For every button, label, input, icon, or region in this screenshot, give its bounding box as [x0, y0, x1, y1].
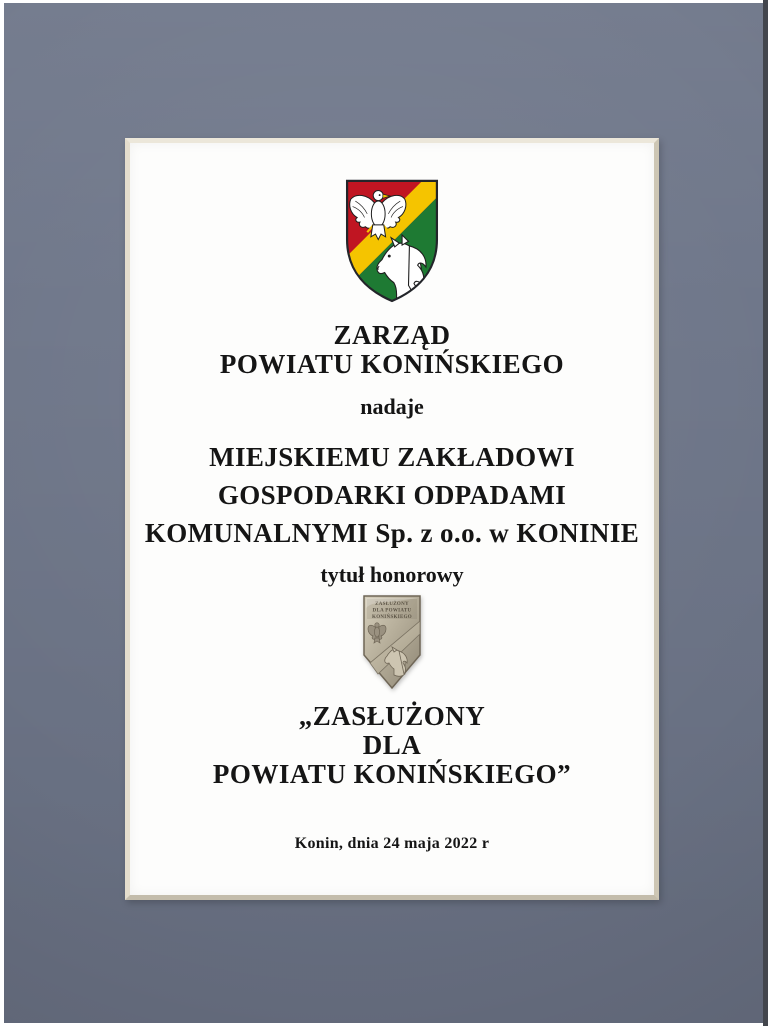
badge-text-line2: DLA POWIATU: [372, 608, 412, 614]
issuer-line1: ZARZĄD: [333, 320, 451, 350]
recipient-line2: GOSPODARKI ODPADAMI: [217, 480, 567, 510]
date-place-line: Konin, dnia 24 maja 2022 r: [294, 835, 490, 852]
honorary-title: [213, 702, 571, 789]
coat-of-arms-icon: [337, 173, 447, 307]
recipient-line3: KOMUNALNYMI Sp. z o.o. w KONINIE: [144, 518, 640, 548]
scan-edge-artifact: [763, 0, 768, 1026]
issuer-name: [220, 321, 564, 379]
honorary-title-line3: POWIATU KONIŃSKIEGO”: [212, 759, 572, 789]
honorary-title-line2: DLA: [362, 730, 422, 760]
badge-icon: [361, 594, 423, 690]
issuer-line2: POWIATU KONIŃSKIEGO: [219, 349, 565, 379]
certificate-sheet: [125, 138, 659, 900]
honorary-title-line1: „ZASŁUŻONY: [298, 701, 486, 731]
certificate-content: [130, 143, 654, 895]
recipient-line1: MIEJSKIEMU ZAKŁADOWI: [209, 442, 575, 472]
badge-text-line3: KONIŃSKIEGO: [372, 615, 412, 620]
recipient-name: [145, 438, 639, 552]
title-lead-in: tytuł honorowy: [320, 562, 464, 587]
mat-frame: [4, 3, 763, 1023]
badge-text-line1: ZASŁUŻONY: [375, 602, 409, 607]
action-word: nadaje: [360, 394, 424, 419]
